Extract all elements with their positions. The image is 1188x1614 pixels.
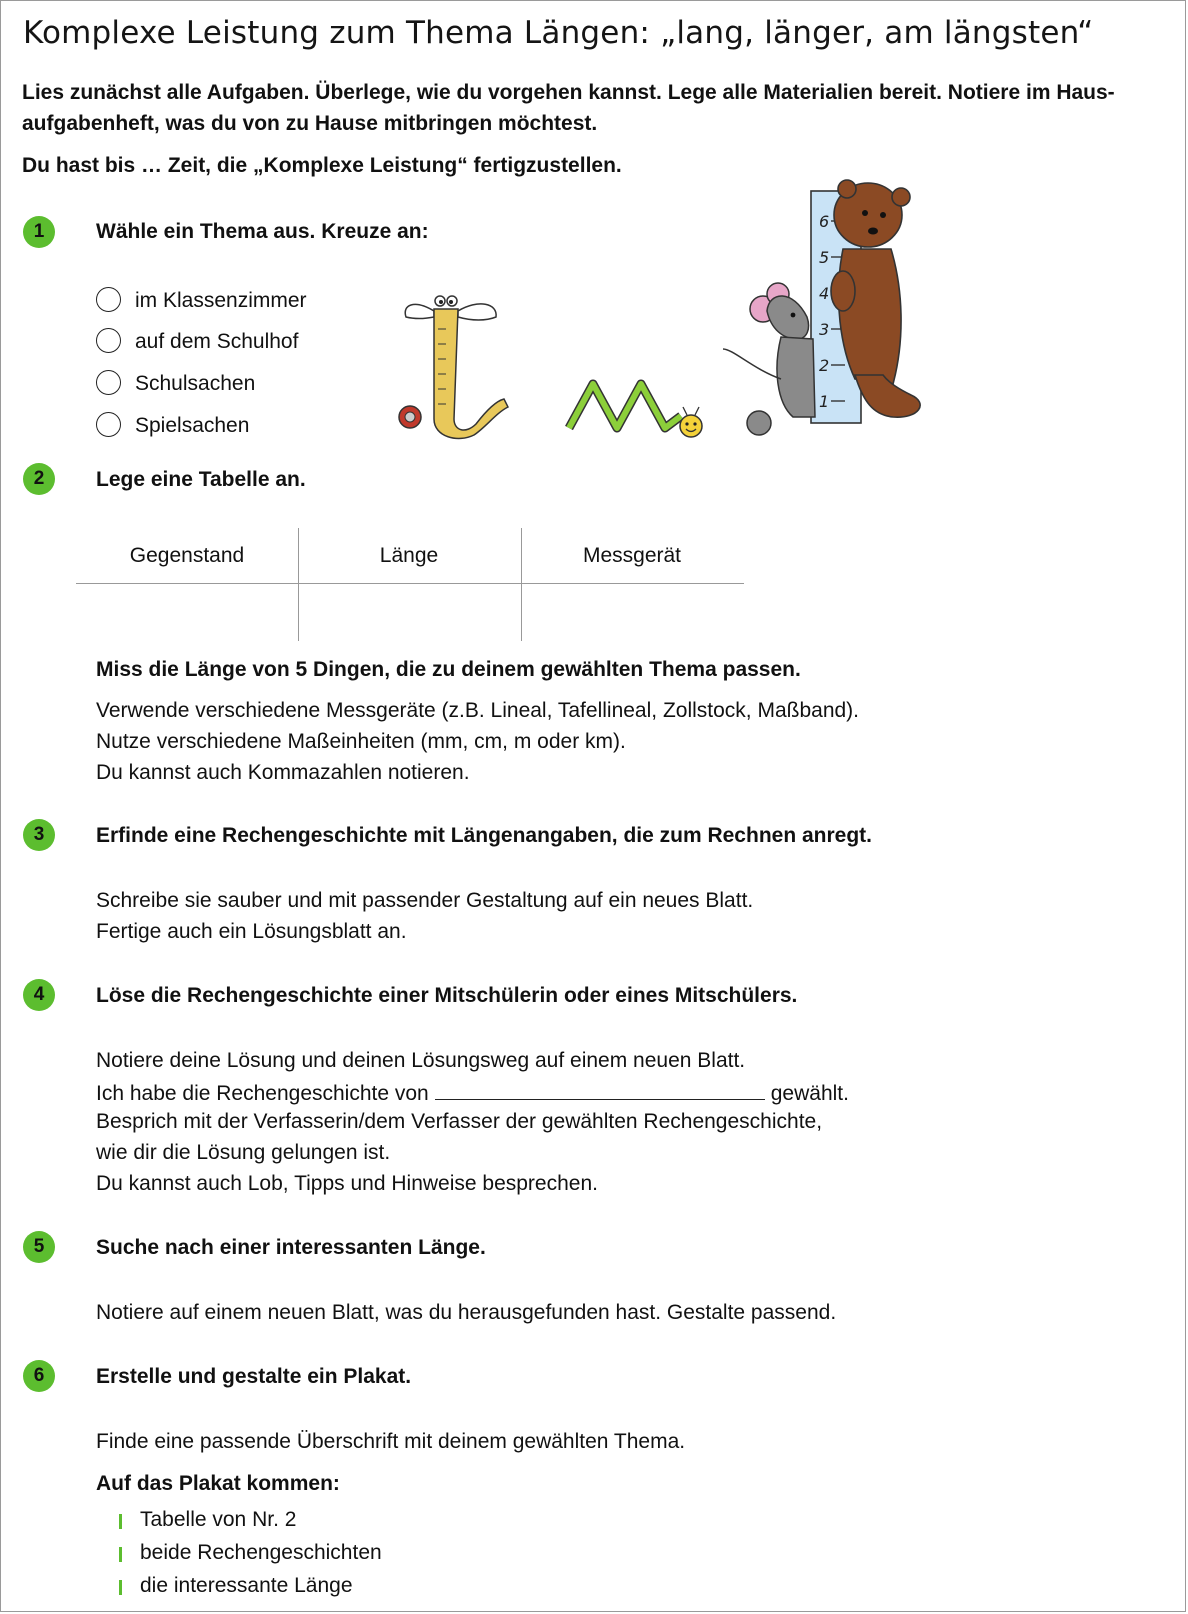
- task5-line-1: Notiere auf einem neuen Blatt, was du herausgefunden hast. Gestalte passend.: [96, 1301, 837, 1324]
- task3-heading: Erfinde eine Rechengeschichte mit Längenangaben, die zum Rechnen anregt.: [96, 824, 872, 847]
- task4-line-5: Du kannst auch Lob, Tipps und Hinweise besprechen.: [96, 1172, 598, 1195]
- task4-heading: Löse die Rechengeschichte einer Mitschülerin oder eines Mitschülers.: [96, 984, 798, 1007]
- task-number-5: 5: [23, 1231, 55, 1263]
- task4-line-2-end: gewählt.: [770, 1082, 849, 1105]
- task-number-1: 1: [23, 216, 55, 248]
- task3-line-2: Fertige auch ein Lösungsblatt an.: [96, 920, 407, 943]
- option-schulsachen[interactable]: [96, 372, 255, 397]
- intro-line-3: Du hast bis … Zeit, die „Komplexe Leistung“ fertigzustellen.: [22, 154, 622, 177]
- ruler-tick-label: 5: [819, 248, 830, 267]
- bullet-item-3: die interessante Länge: [140, 1574, 353, 1597]
- radio-button[interactable]: [96, 370, 121, 395]
- ruler-tick-label: 2: [819, 356, 830, 375]
- ruler-tick-label: 4: [819, 284, 830, 303]
- task6-line-1: Finde eine passende Überschrift mit deinem gewählten Thema.: [96, 1430, 686, 1453]
- option-label: im Klassenzimmer: [135, 289, 307, 313]
- task-number-4: 4: [23, 979, 55, 1011]
- bullet-marker: [119, 1514, 122, 1529]
- task2-heading: Lege eine Tabelle an.: [96, 468, 306, 491]
- table-column-divider: [521, 528, 522, 641]
- name-blank-field[interactable]: [435, 1079, 765, 1100]
- table-header-divider: [76, 583, 744, 584]
- task1-heading: Wähle ein Thema aus. Kreuze an:: [96, 220, 429, 243]
- page-title: Komplexe Leistung zum Thema Längen: „lang, länger, am längsten“: [23, 15, 1094, 51]
- bullet-marker: [119, 1580, 122, 1595]
- bullet-item-2: beide Rechengeschichten: [140, 1541, 382, 1564]
- task4-line-2: [96, 1079, 849, 1106]
- task4-line-2-start: Ich habe die Rechengeschichte von: [96, 1082, 429, 1105]
- table-column-divider: [298, 528, 299, 641]
- task-number-2: 2: [23, 463, 55, 495]
- ruler-tick-label: 3: [819, 320, 830, 339]
- task4-line-3: Besprich mit der Verfasserin/dem Verfasser der gewählten Rechengeschichte,: [96, 1110, 823, 1133]
- task2-subheading: Miss die Länge von 5 Dingen, die zu deinem gewählten Thema passen.: [96, 658, 801, 681]
- option-label: auf dem Schulhof: [135, 330, 299, 354]
- option-schulhof[interactable]: [96, 330, 298, 355]
- table-header-laenge: Länge: [379, 544, 439, 567]
- ruler-tick-label: 1: [819, 392, 830, 411]
- task6-heading: Erstelle und gestalte ein Plakat.: [96, 1365, 412, 1388]
- bear-mouse-ruler-illustration: [723, 179, 955, 449]
- task5-heading: Suche nach einer interessanten Länge.: [96, 1236, 486, 1259]
- radio-button[interactable]: [96, 287, 121, 312]
- task2-line-3: Du kannst auch Kommazahlen notieren.: [96, 761, 470, 784]
- intro-line-1: Lies zunächst alle Aufgaben. Überlege, wie du vorgehen kannst. Lege alle Materialien bereit. Notiere im Haus-: [22, 81, 1115, 104]
- task-number-6: 6: [23, 1360, 55, 1392]
- intro-line-2: aufgabenheft, was du von zu Hause mitbringen möchtest.: [22, 112, 598, 135]
- bullet-marker: [119, 1547, 122, 1562]
- ruler-tick-label: 6: [819, 212, 830, 231]
- tape-measure-illustration: [396, 289, 521, 449]
- task4-line-1: Notiere deine Lösung und deinen Lösungsweg auf einem neuen Blatt.: [96, 1049, 746, 1072]
- table-header-gegenstand: Gegenstand: [129, 544, 245, 567]
- option-klassenzimmer[interactable]: [96, 289, 307, 314]
- task3-line-1: Schreibe sie sauber und mit passender Gestaltung auf ein neues Blatt.: [96, 889, 754, 912]
- task4-line-4: wie dir die Lösung gelungen ist.: [96, 1141, 391, 1164]
- bullet-item-1: Tabelle von Nr. 2: [140, 1508, 297, 1531]
- task2-line-2: Nutze verschiedene Maßeinheiten (mm, cm, m oder km).: [96, 730, 626, 753]
- task2-line-1: Verwende verschiedene Messgeräte (z.B. Lineal, Tafellineal, Zollstock, Maßband).: [96, 699, 860, 722]
- task6-subheading: Auf das Plakat kommen:: [96, 1472, 340, 1495]
- option-spielsachen[interactable]: [96, 414, 249, 439]
- radio-button[interactable]: [96, 328, 121, 353]
- option-label: Schulsachen: [135, 372, 256, 396]
- folding-ruler-illustration: [563, 376, 713, 446]
- table-header-messgeraet: Messgerät: [582, 544, 682, 567]
- task-number-3: 3: [23, 819, 55, 851]
- option-label: Spielsachen: [135, 414, 250, 438]
- radio-button[interactable]: [96, 412, 121, 437]
